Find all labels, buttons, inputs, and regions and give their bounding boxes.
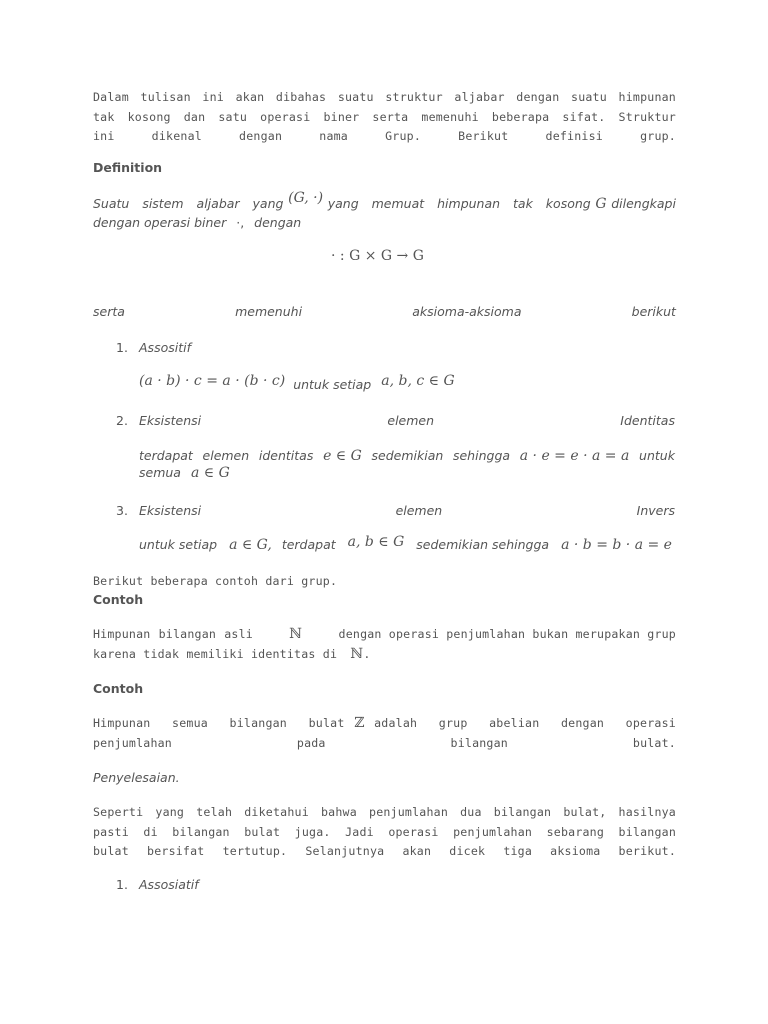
axiom-1-number: 1. — [116, 340, 128, 355]
intro-line: tak kosong dan satu operasi biner serta memenuhi beberapa sifat. Struktur — [93, 109, 676, 124]
axiom-2-line-1 — [139, 448, 675, 464]
solution-item-1-number: 1. — [116, 877, 128, 892]
text: Himpunan bilangan asli — [93, 627, 253, 641]
word: bilangan — [450, 735, 508, 750]
word: berikut — [631, 304, 676, 319]
def-text: yang memuat himpunan tak kosong — [327, 196, 591, 211]
word: sedemikian sehingga — [416, 537, 550, 552]
axiom-1-math-2: a, b, c ∈ G — [381, 373, 455, 389]
word: dengan — [560, 716, 605, 730]
word: pada — [296, 735, 326, 750]
def-text: dengan operasi biner — [93, 215, 227, 230]
def-op: ·, — [236, 215, 245, 230]
axiom-2-math-all: a ∈ G — [190, 465, 230, 481]
axiom-3-title — [139, 503, 675, 518]
solution-paragraph — [93, 803, 676, 862]
definition-heading: Definition — [93, 160, 163, 175]
solution-line: bulat bersifat tertutup. Selanjutnya akan dicek tiga aksioma berikut. — [93, 844, 676, 858]
text: . — [363, 646, 371, 661]
contoh-1-line-1 — [93, 625, 676, 645]
word: untuk — [639, 448, 675, 463]
contoh-1-paragraph — [93, 625, 676, 664]
word: Identitas — [620, 413, 675, 428]
word: semua — [139, 465, 181, 480]
text: dengan operasi penjumlahan bukan merupakan grup — [338, 627, 676, 641]
word: Eksistensi — [139, 413, 202, 428]
solution-line: pasti di bilangan bulat juga. Jadi operasi penjumlahan sebarang bilangan — [93, 824, 676, 839]
word: bulat. — [632, 735, 676, 750]
definition-line-2 — [93, 215, 301, 230]
text: karena tidak memiliki identitas di — [93, 646, 338, 661]
contoh-2-paragraph — [93, 714, 676, 753]
axiom-1-body — [139, 372, 455, 390]
axiom-2-line-2 — [139, 465, 230, 481]
word: operasi — [625, 716, 676, 730]
naturals-symbol: ℕ — [350, 645, 364, 662]
axiom-3-math-c: a · b = b · a = e — [561, 537, 672, 553]
penyelesaian-label: Penyelesaian. — [93, 770, 180, 785]
word: sehingga — [452, 448, 511, 463]
contoh-2-line-1 — [93, 714, 676, 734]
word: elemen — [387, 413, 435, 428]
def-text: Suatu sistem aljabar yang — [93, 196, 284, 211]
integers-symbol: ℤ — [354, 715, 365, 731]
axiom-3-number: 3. — [116, 503, 128, 518]
word: Himpunan — [93, 716, 151, 730]
definition-display-math: · : G × G → G — [331, 248, 424, 264]
axiom-2-number: 2. — [116, 413, 128, 428]
contoh-1-heading: Contoh — [93, 592, 144, 607]
examples-intro: Berikut beberapa contoh dari grup. — [93, 574, 338, 588]
def-math-pair: (G, ·) — [288, 190, 324, 206]
contoh-1-line-2 — [93, 645, 676, 665]
word: Eksistensi — [139, 503, 202, 518]
axiom-3-body — [139, 536, 672, 554]
word: terdapat — [281, 537, 336, 552]
intro-line: ini dikenal dengan nama Grup. Berikut definisi grup. — [93, 129, 676, 143]
axiom-3-math-a: a ∈ G, — [229, 537, 272, 553]
axiom-1-math: (a · b) · c = a · (b · c) — [139, 373, 286, 389]
intro-paragraph — [93, 88, 676, 147]
solution-line: Seperti yang telah diketahui bahwa penjumlahan dua bilangan bulat, hasilnya — [93, 805, 676, 819]
word: sedemikian — [371, 448, 444, 463]
word: semua — [172, 716, 208, 730]
word: adalah — [374, 716, 418, 730]
contoh-2-heading: Contoh — [93, 681, 144, 696]
word: bulat — [308, 716, 345, 730]
contoh-2-line-2 — [93, 734, 676, 754]
word: penjumlahan — [93, 735, 172, 750]
def-text: dilengkapi — [611, 196, 676, 211]
word: elemen — [395, 503, 443, 518]
naturals-symbol: ℕ — [289, 626, 303, 642]
word: elemen — [202, 448, 250, 463]
def-math-G: G — [595, 196, 607, 212]
def-text: dengan — [254, 215, 302, 230]
word: abelian — [489, 716, 540, 730]
definition-line-1 — [93, 190, 676, 212]
word: untuk setiap — [139, 537, 218, 552]
definition-serta-line — [93, 304, 676, 319]
word: memenuhi — [235, 304, 303, 319]
solution-item-1-title: Assosiatif — [139, 877, 199, 892]
axiom-1-title: Assositif — [139, 340, 191, 355]
word: grup — [438, 716, 468, 730]
word: Invers — [636, 503, 675, 518]
axiom-2-title — [139, 413, 675, 428]
word: bilangan — [229, 716, 287, 730]
word: terdapat — [139, 448, 193, 463]
intro-line: Dalam tulisan ini akan dibahas suatu struktur aljabar dengan suatu himpunan — [93, 90, 676, 104]
word: aksioma-aksioma — [412, 304, 522, 319]
word: serta — [93, 304, 125, 319]
word: identitas — [258, 448, 314, 463]
axiom-2-math-eq: a · e = e · a = a — [519, 448, 630, 464]
axiom-2-math-e: e ∈ G — [323, 448, 362, 464]
axiom-1-text: untuk setiap — [293, 377, 372, 392]
axiom-3-math-b: a, b ∈ G — [347, 534, 405, 550]
